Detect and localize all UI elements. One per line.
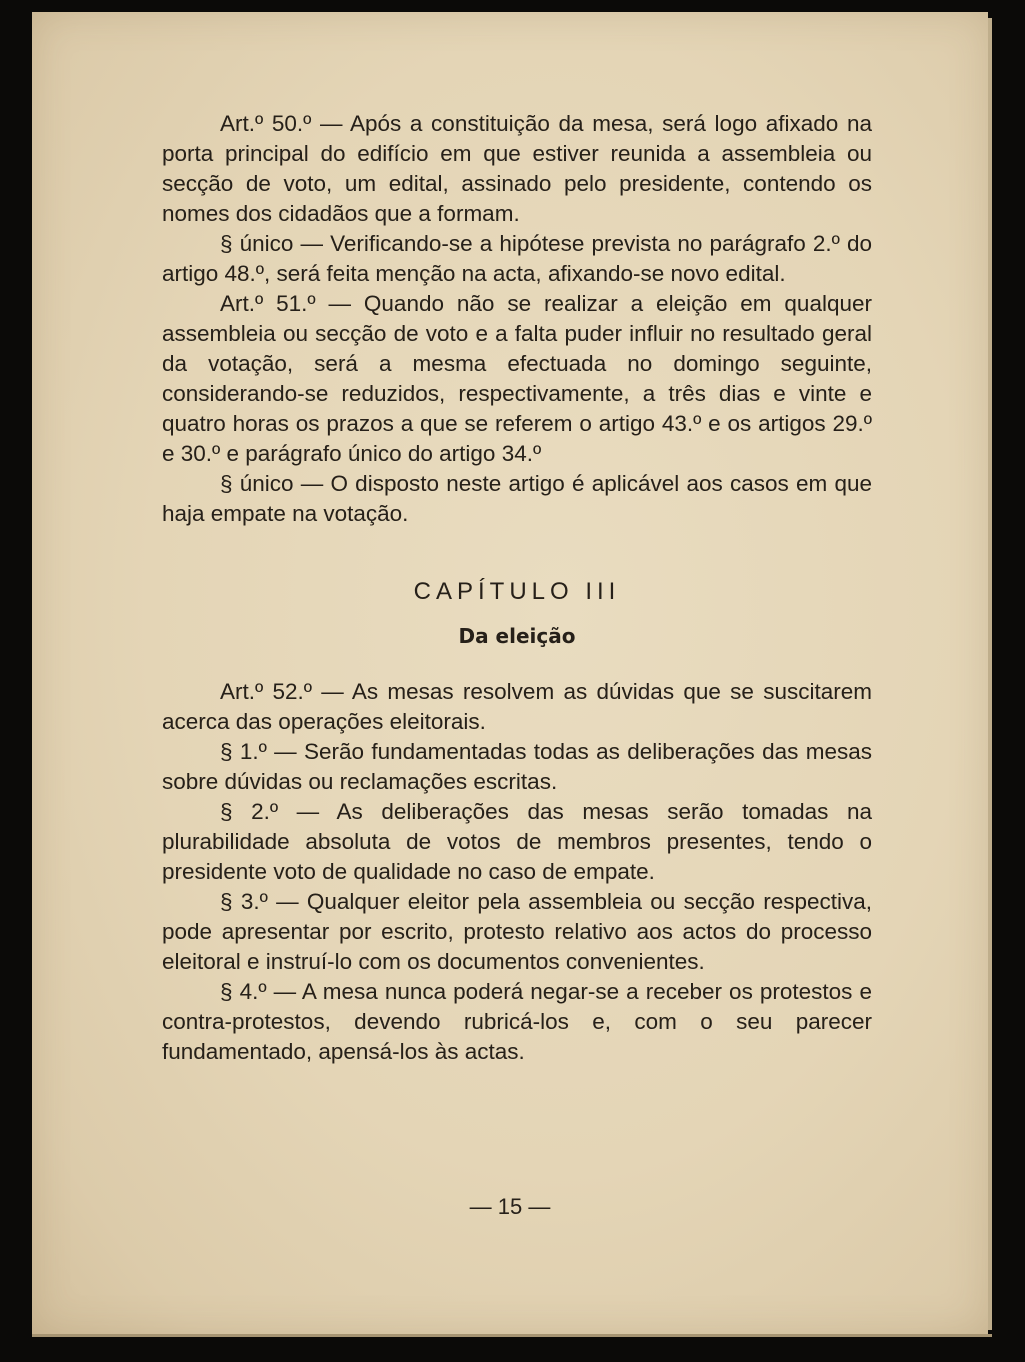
article-52-paragraph-1: § 1.º — Serão fundamentadas todas as deliberações das mesas sobre dúvidas ou reclamações escritas. <box>162 739 872 794</box>
article-52-paragraph-2: § 2.º — As deliberações das mesas serão tomadas na plurabilidade absoluta de votos de membros presentes, tendo o presidente voto de qualidade no caso de empate. <box>162 799 872 884</box>
article-51: Art.º 51.º — Quando não se realizar a eleição em qualquer assembleia ou secção de voto e a falta puder influir no resultado geral da votação, será a mesma efectuada no domingo seguinte, considerando-se reduzidos, respectivamente, a três dias e vinte e quatro horas os prazos a que se referem o artigo 43.º e os artigos 29.º e 30.º e parágrafo único do artigo 34.º <box>162 291 872 466</box>
article-51-paragraph-unico: § único — O disposto neste artigo é aplicável aos casos em que haja empate na votação. <box>162 471 872 526</box>
page-number: — 15 — <box>469 1194 551 1219</box>
article-50-paragraph-unico: § único — Verificando-se a hipótese prevista no parágrafo 2.º do artigo 48.º, será feita menção na acta, afixando-se novo edital. <box>162 231 872 286</box>
article-52-paragraph-4: § 4.º — A mesa nunca poderá negar-se a receber os protestos e contra-protestos, devendo rubricá-los e, com o seu parecer fundamentado, apensá-los às actas. <box>162 979 872 1064</box>
article-52-paragraph-3: § 3.º — Qualquer eleitor pela assembleia ou secção respectiva, pode apresentar por escrito, protesto relativo aos actos do processo eleitoral e instruí-lo com os documentos convenientes. <box>162 889 872 974</box>
chapter-subtitle: Da eleição <box>458 624 576 648</box>
page-edge <box>988 18 992 1330</box>
chapter-title: CAPÍTULO III <box>413 578 621 605</box>
book-page <box>32 12 988 1334</box>
page-body <box>162 109 872 1067</box>
page-bottom-edge <box>32 1334 992 1337</box>
article-50: Art.º 50.º — Após a constituição da mesa, será logo afixado na porta principal do edifício em que estiver reunida a assembleia ou secção de voto, um edital, assinado pelo presidente, contendo os nomes dos cidadãos que a formam. <box>162 111 872 226</box>
article-52: Art.º 52.º — As mesas resolvem as dúvidas que se suscitarem acerca das operações eleitorais. <box>162 679 872 734</box>
